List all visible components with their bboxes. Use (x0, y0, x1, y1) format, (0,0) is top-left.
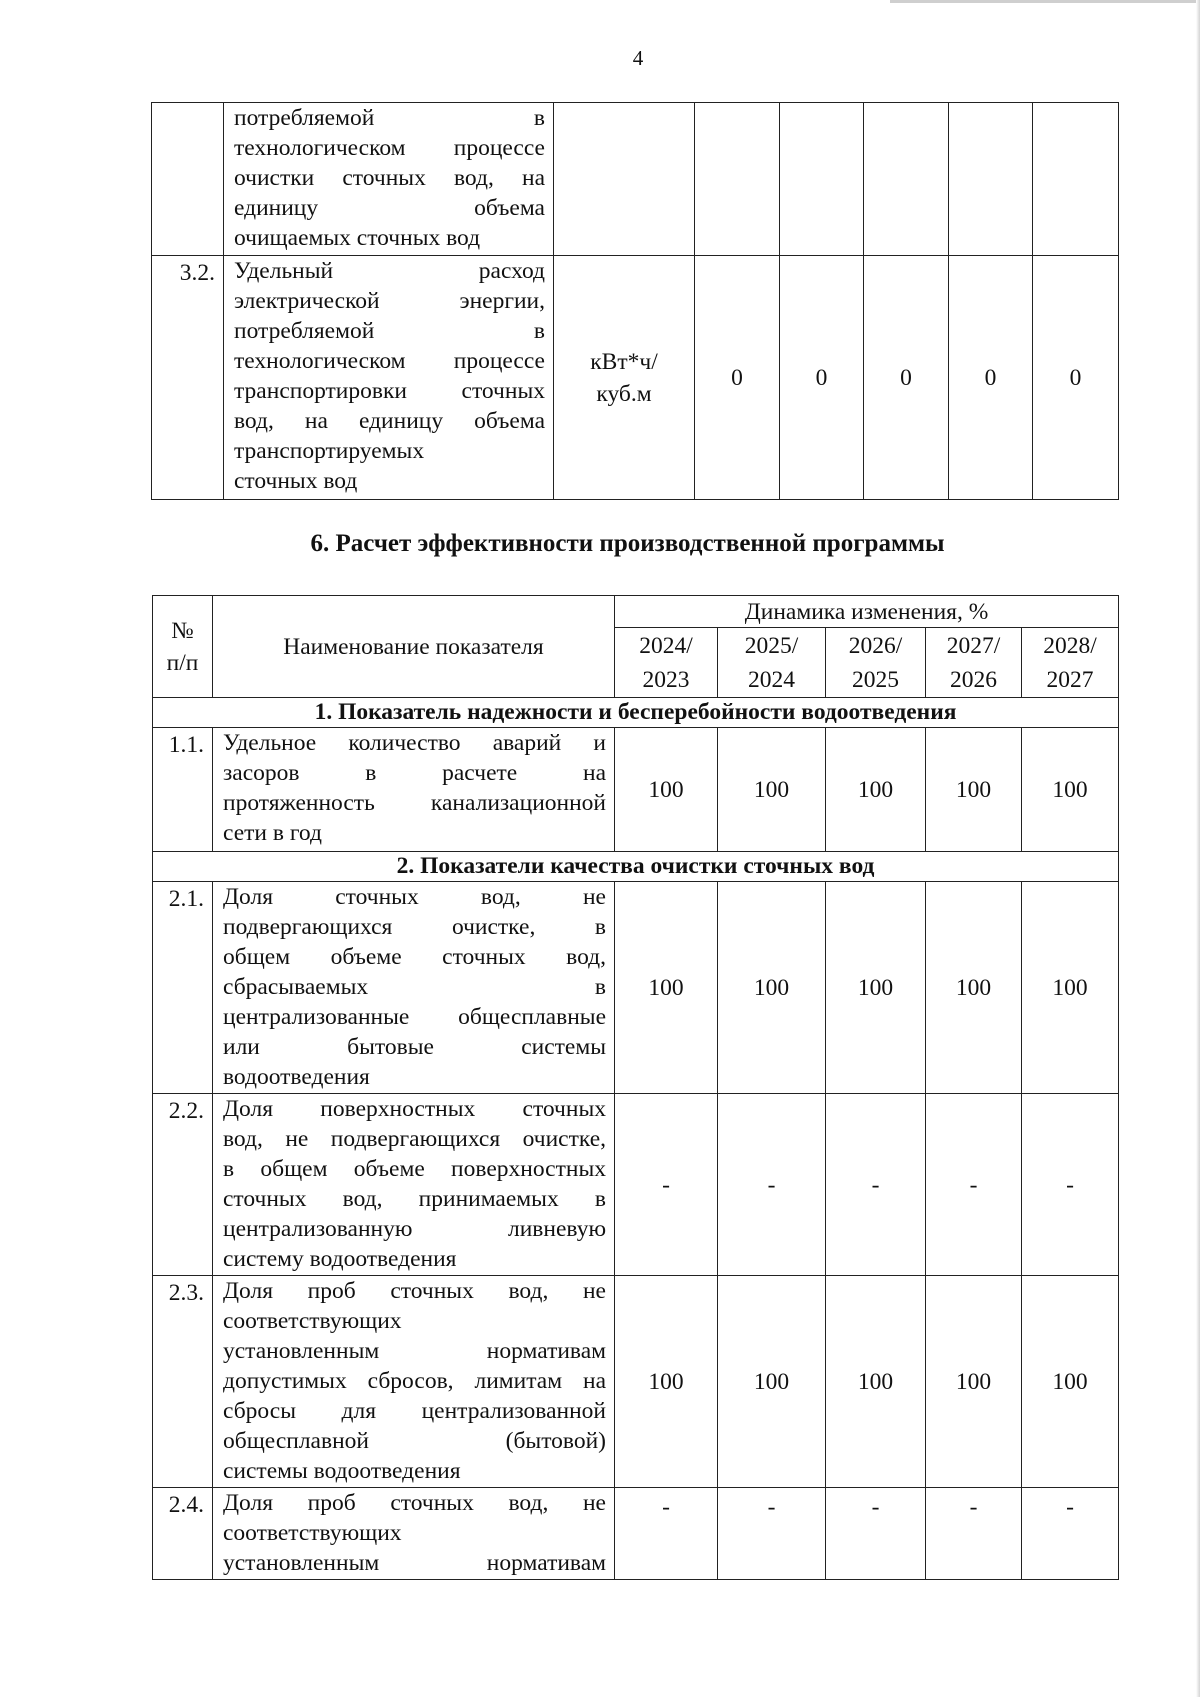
value-cell: 0 (864, 256, 949, 500)
indicator-name: Доля поверхностных сточных вод, не подвергающихся очистке, в общем объеме поверхностных сточных вод, принимаемых в централизованную ливневую систему водоотведения (213, 1094, 615, 1276)
value-cell: 100 (718, 882, 826, 1094)
value-cell: 100 (615, 1276, 718, 1488)
row-number (152, 103, 224, 256)
indicator-name: Доля сточных вод, не подвергающихся очистке, в общем объеме сточных вод, сбрасываемых в централизованные общесплавные или бытовые системы водоотведения (213, 882, 615, 1094)
indicator-name: Доля проб сточных вод, не соответствующих установленным нормативам допустимых сбросов, лимитам на сбросы для централизованной общесплавной (бытовой) системы водоотведения (213, 1276, 615, 1488)
row-number: 2.1. (153, 882, 213, 1094)
value-cell: - (926, 1488, 1022, 1580)
row-number: 2.4. (153, 1488, 213, 1580)
value-cell: - (826, 1488, 926, 1580)
value-cell: 100 (615, 882, 718, 1094)
value-cell: - (926, 1094, 1022, 1276)
efficiency-table (152, 595, 1119, 1580)
table-row (153, 728, 1119, 852)
page-edge-shadow (1196, 0, 1200, 1697)
header-year: 2026/ 2025 (826, 628, 926, 698)
value-cell (695, 103, 780, 256)
indicator-name: потребляемой в технологическом процессе очистки сточных вод, на единицу объема очищаемых сточных вод (224, 103, 554, 256)
header-name: Наименование показателя (213, 596, 615, 698)
row-number: 2.3. (153, 1276, 213, 1488)
unit-cell (554, 103, 695, 256)
value-cell: 0 (780, 256, 864, 500)
value-cell: 100 (926, 1276, 1022, 1488)
value-cell (1033, 103, 1119, 256)
section-title: 1. Показатель надежности и бесперебойности водоотведения (153, 698, 1119, 728)
section-title: 2. Показатели качества очистки сточных вод (153, 852, 1119, 882)
table-header-row (153, 596, 1119, 628)
table-row (152, 103, 1119, 256)
header-year: 2027/ 2026 (926, 628, 1022, 698)
indicator-name: Доля проб сточных вод, не соответствующих установленным нормативам (213, 1488, 615, 1580)
indicator-name: Удельное количество аварий и засоров в расчете на протяженность канализационной сети в год (213, 728, 615, 852)
value-cell (949, 103, 1033, 256)
page-number: 4 (632, 46, 644, 70)
indicator-name: Удельный расход электрической энергии, потребляемой в технологическом процессе транспортировки сточных вод, на единицу объема транспортируемых сточных вод (224, 256, 554, 500)
value-cell: 0 (695, 256, 780, 500)
value-cell (780, 103, 864, 256)
value-cell: - (615, 1094, 718, 1276)
value-cell: 100 (718, 1276, 826, 1488)
table-row (153, 1094, 1119, 1276)
value-cell: 100 (1022, 1276, 1119, 1488)
table-row (152, 256, 1119, 500)
value-cell: 0 (949, 256, 1033, 500)
value-cell: 100 (1022, 882, 1119, 1094)
value-cell: 100 (1022, 728, 1119, 852)
value-cell: - (718, 1094, 826, 1276)
value-cell: 100 (826, 882, 926, 1094)
section-heading: 6. Расчет эффективности производственной программы (310, 530, 945, 557)
header-dynamics: Динамика изменения, % (615, 596, 1119, 628)
value-cell (864, 103, 949, 256)
value-cell: 0 (1033, 256, 1119, 500)
value-cell: - (826, 1094, 926, 1276)
header-year: 2024/ 2023 (615, 628, 718, 698)
value-cell: - (615, 1488, 718, 1580)
table-row (153, 1276, 1119, 1488)
value-cell: 100 (926, 728, 1022, 852)
value-cell: 100 (826, 728, 926, 852)
table-row (153, 1488, 1119, 1580)
value-cell: 100 (926, 882, 1022, 1094)
continued-indicator-table (151, 102, 1119, 500)
value-cell: - (1022, 1488, 1119, 1580)
header-number: № п/п (153, 596, 213, 698)
row-number: 1.1. (153, 728, 213, 852)
unit-cell: кВт*ч/ куб.м (554, 256, 695, 500)
value-cell: 100 (718, 728, 826, 852)
value-cell: 100 (615, 728, 718, 852)
row-number: 2.2. (153, 1094, 213, 1276)
value-cell: - (718, 1488, 826, 1580)
header-year: 2028/ 2027 (1022, 628, 1119, 698)
table-row (153, 882, 1119, 1094)
header-year: 2025/ 2024 (718, 628, 826, 698)
value-cell: 100 (826, 1276, 926, 1488)
section-title-row (153, 698, 1119, 728)
row-number: 3.2. (152, 256, 224, 500)
section-title-row (153, 852, 1119, 882)
page-edge-line (890, 0, 1200, 3)
value-cell: - (1022, 1094, 1119, 1276)
